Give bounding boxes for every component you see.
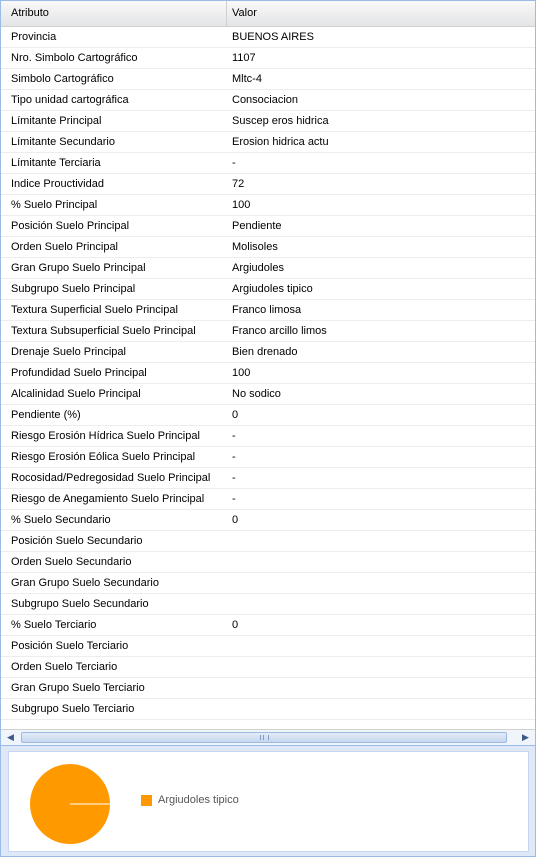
- value-cell: [227, 678, 535, 698]
- attribute-cell: Alcalinidad Suelo Principal: [11, 388, 141, 400]
- attribute-cell: Profundidad Suelo Principal: [11, 367, 147, 379]
- attribute-cell: Orden Suelo Principal: [11, 241, 119, 253]
- pie-chart-svg: [9, 752, 528, 851]
- table-row[interactable]: [1, 468, 535, 489]
- grip-icon: [260, 735, 269, 740]
- attribute-cell: Límitante Principal: [11, 115, 102, 127]
- value-cell: No sodico: [232, 388, 281, 400]
- value-cell: -: [232, 472, 236, 484]
- attribute-cell: Provincia: [11, 31, 57, 43]
- value-cell: [227, 657, 535, 677]
- table-row[interactable]: [1, 426, 535, 447]
- attribute-cell: Nro. Simbolo Cartográfico: [11, 52, 138, 64]
- attribute-cell: Drenaje Suelo Principal: [11, 346, 126, 358]
- attribute-cell: Orden Suelo Terciario: [11, 661, 118, 673]
- attribute-cell: Gran Grupo Suelo Secundario: [11, 577, 159, 589]
- attribute-cell: Pendiente (%): [11, 409, 81, 421]
- table-row[interactable]: [1, 321, 535, 342]
- attribute-cell: Simbolo Cartográfico: [11, 73, 114, 85]
- table-row[interactable]: [1, 384, 535, 405]
- table-row[interactable]: [1, 636, 535, 657]
- attribute-cell: Límitante Secundario: [11, 136, 115, 148]
- table-row[interactable]: [1, 657, 535, 678]
- table-row[interactable]: [1, 552, 535, 573]
- value-cell: -: [232, 157, 236, 169]
- table-row[interactable]: [1, 195, 535, 216]
- table-row[interactable]: [1, 48, 535, 69]
- table-row[interactable]: [1, 699, 535, 720]
- value-cell: [227, 699, 535, 719]
- value-cell: Bien drenado: [232, 346, 298, 358]
- value-cell: Argiudoles tipico: [232, 283, 313, 295]
- attribute-cell: Gran Grupo Suelo Principal: [11, 262, 146, 274]
- chart-legend: [141, 794, 239, 806]
- arrow-left-icon[interactable]: ◀: [7, 732, 14, 742]
- attributes-grid: [1, 1, 535, 729]
- attribute-cell: Orden Suelo Secundario: [11, 556, 132, 568]
- value-cell: 72: [232, 178, 245, 190]
- value-cell: 0: [232, 619, 239, 631]
- value-cell: 0: [232, 514, 239, 526]
- attribute-cell: Riesgo de Anegamiento Suelo Principal: [11, 493, 205, 505]
- table-row[interactable]: [1, 342, 535, 363]
- arrow-right-icon[interactable]: ▶: [522, 732, 529, 742]
- table-row[interactable]: [1, 489, 535, 510]
- attribute-cell: Posición Suelo Principal: [11, 220, 130, 232]
- attribute-cell: % Suelo Secundario: [11, 514, 111, 526]
- table-row[interactable]: [1, 279, 535, 300]
- table-row[interactable]: [1, 153, 535, 174]
- table-row[interactable]: [1, 69, 535, 90]
- value-cell: 100: [232, 199, 251, 211]
- value-cell: -: [232, 493, 236, 505]
- grid-body: [1, 27, 535, 720]
- table-row[interactable]: [1, 132, 535, 153]
- table-row[interactable]: [1, 174, 535, 195]
- table-row[interactable]: [1, 531, 535, 552]
- table-row[interactable]: [1, 216, 535, 237]
- grid-header: [1, 1, 535, 27]
- table-row[interactable]: [1, 594, 535, 615]
- table-row[interactable]: [1, 447, 535, 468]
- attribute-cell: Subgrupo Suelo Principal: [11, 283, 136, 295]
- table-row[interactable]: [1, 258, 535, 279]
- table-row[interactable]: [1, 678, 535, 699]
- value-cell: Suscep eros hidrica: [232, 115, 329, 127]
- attribute-cell: Gran Grupo Suelo Terciario: [11, 682, 145, 694]
- table-row[interactable]: [1, 90, 535, 111]
- column-header-atributo[interactable]: Atributo: [1, 1, 227, 26]
- attribute-cell: Rocosidad/Pedregosidad Suelo Principal: [11, 472, 211, 484]
- value-cell: -: [232, 430, 236, 442]
- attribute-cell: Riesgo Erosión Eólica Suelo Principal: [11, 451, 196, 463]
- value-cell: Pendiente: [232, 220, 282, 232]
- scrollbar-thumb[interactable]: [21, 732, 507, 743]
- attribute-cell: Textura Superficial Suelo Principal: [11, 304, 178, 316]
- value-cell: Consociacion: [232, 94, 299, 106]
- value-cell: [227, 552, 535, 572]
- attribute-cell: Indice Prouctividad: [11, 178, 104, 190]
- value-cell: BUENOS AIRES: [232, 31, 314, 43]
- legend-swatch: [141, 795, 152, 806]
- horizontal-scrollbar[interactable]: [1, 729, 535, 745]
- value-cell: 100: [232, 367, 251, 379]
- value-cell: [227, 594, 535, 614]
- value-cell: 0: [232, 409, 239, 421]
- value-cell: Erosion hidrica actu: [232, 136, 329, 148]
- legend-label: Argiudoles tipico: [158, 794, 239, 806]
- attribute-cell: Subgrupo Suelo Secundario: [11, 598, 149, 610]
- table-row[interactable]: [1, 363, 535, 384]
- attribute-cell: Textura Subsuperficial Suelo Principal: [11, 325, 196, 337]
- chart-area: [1, 745, 535, 856]
- value-cell: Argiudoles: [232, 262, 284, 274]
- value-cell: Franco arcillo limos: [232, 325, 327, 337]
- value-cell: [227, 636, 535, 656]
- value-cell: [227, 573, 535, 593]
- attribute-cell: % Suelo Principal: [11, 199, 98, 211]
- attribute-cell: Riesgo Erosión Hídrica Suelo Principal: [11, 430, 200, 442]
- attribute-cell: % Suelo Terciario: [11, 619, 97, 631]
- attribute-cell: Posición Suelo Secundario: [11, 535, 143, 547]
- attribute-cell: Tipo unidad cartográfica: [11, 94, 129, 106]
- table-row[interactable]: [1, 615, 535, 636]
- table-row[interactable]: [1, 405, 535, 426]
- value-cell: 1107: [232, 52, 256, 64]
- attribute-cell: Posición Suelo Terciario: [11, 640, 129, 652]
- value-cell: Mltc-4: [232, 73, 262, 85]
- table-row[interactable]: [1, 111, 535, 132]
- attribute-cell: Subgrupo Suelo Terciario: [11, 703, 135, 715]
- value-cell: Franco limosa: [232, 304, 302, 316]
- table-row[interactable]: [1, 27, 535, 48]
- value-cell: Molisoles: [232, 241, 278, 253]
- table-row[interactable]: [1, 573, 535, 594]
- table-row[interactable]: [1, 510, 535, 531]
- pie-chart: [8, 751, 529, 852]
- value-cell: [227, 531, 535, 551]
- value-cell: -: [232, 451, 236, 463]
- column-header-valor[interactable]: Valor: [232, 7, 257, 19]
- attribute-cell: Límitante Terciaria: [11, 157, 101, 169]
- table-row[interactable]: [1, 300, 535, 321]
- table-row[interactable]: [1, 237, 535, 258]
